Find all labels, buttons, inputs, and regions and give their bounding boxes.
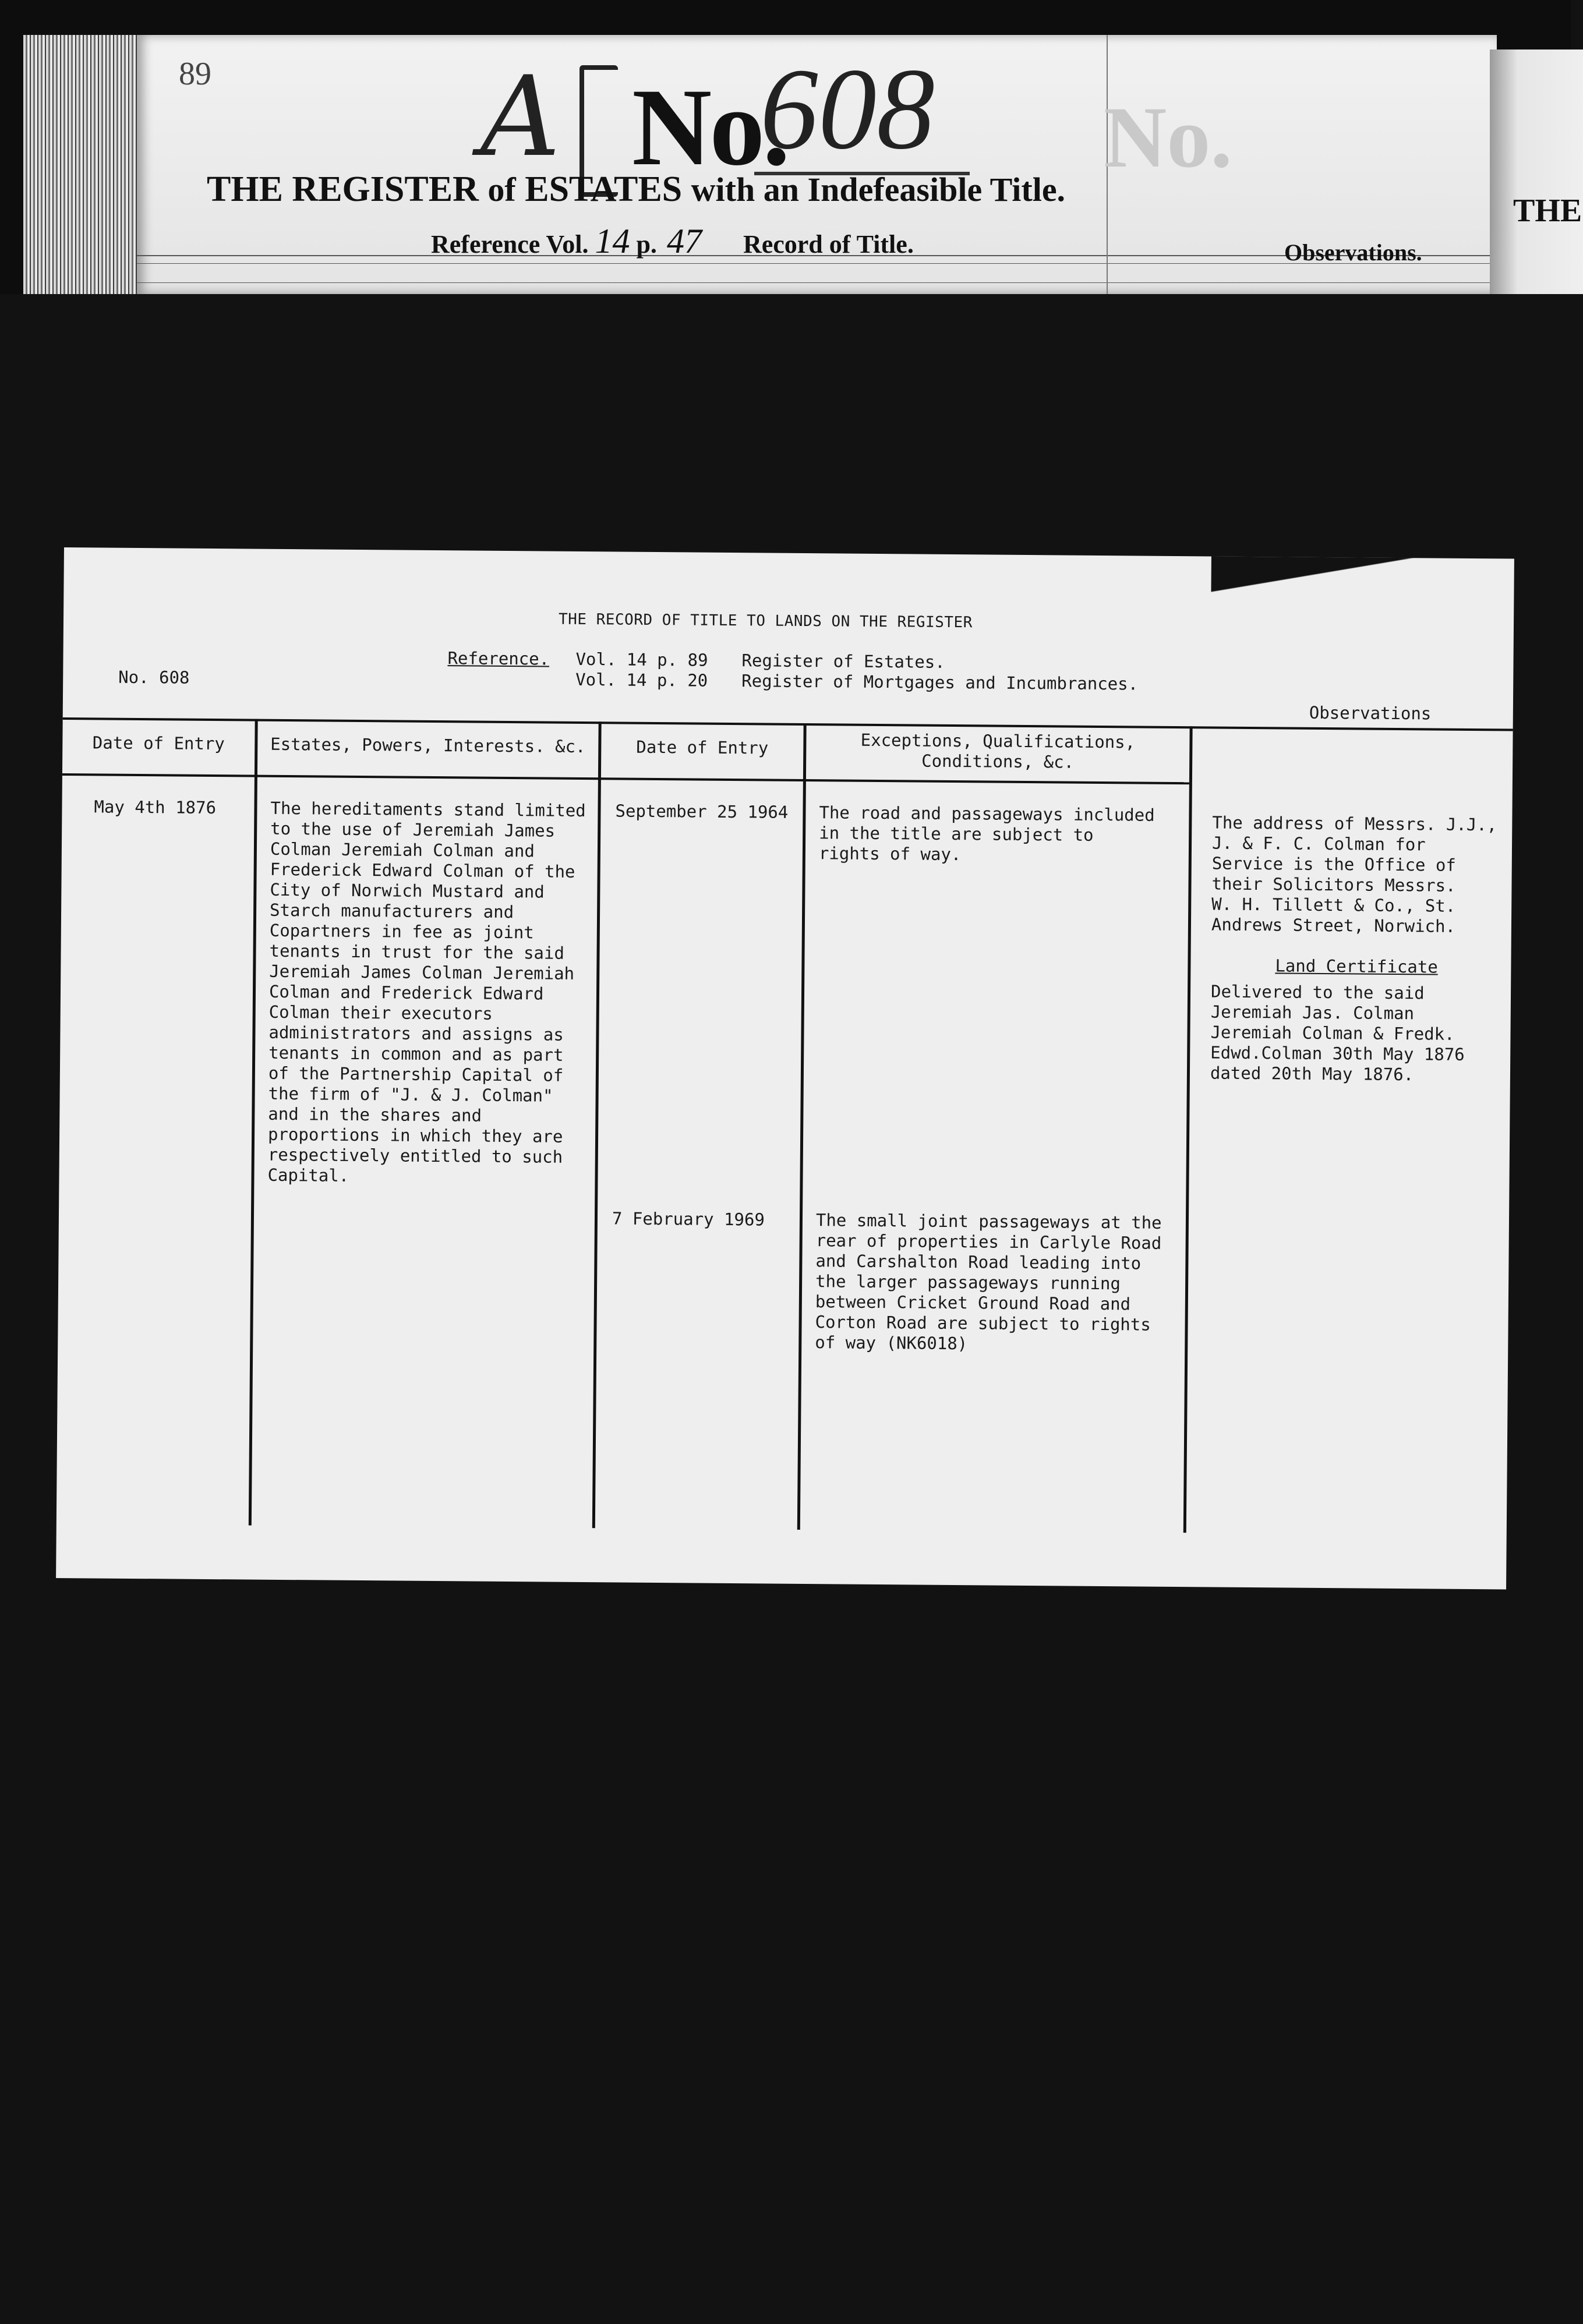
card-number: No. 608 [118, 667, 190, 688]
column-divider [249, 719, 258, 1526]
facing-page-title: THE [1513, 193, 1582, 229]
observations-label: Observations [1309, 702, 1432, 724]
exception-text: The small joint passageways at the rear of properties in Carlyle Road and Carshalton Road leading into the larger passageways running between Cricket Ground Road and Corton Road are subject to rights of way (NK6018) [815, 1210, 1162, 1354]
table-top-rule [63, 717, 1513, 731]
page-edges [23, 35, 146, 294]
reference-register: Register of Mortgages and Incumbrances. [741, 671, 1139, 694]
column-divider [1183, 726, 1193, 1533]
column-header-date: Date of Entry [636, 737, 769, 758]
record-title: Record of Title. [743, 230, 914, 259]
column-divider [797, 723, 807, 1530]
facing-page [1490, 49, 1583, 294]
register-title: THE REGISTER of ESTATES with an Indefeasible Title. [207, 169, 1066, 209]
column-header-exceptions: Exceptions, Qualifications, Conditions, &c. [860, 730, 1136, 772]
column-header-estates: Estates, Powers, Interests. &c. [270, 734, 586, 757]
exception-date: 7 February 1969 [612, 1208, 765, 1230]
estate-text: The hereditaments stand limited to the use of Jeremiah James Colman Jeremiah Colman and Frederick Edward Colman of the City of Norwich Mustard and Starch manufacturers and Copartners in fee as joint tenants in trust for the said Jeremiah James Colman Jeremiah Colman and Frederick Edward Colman their executors administrators and assigns as tenants in common and as part of the Partnership Capital of the firm of "J. & J. Colman" and in the shares and proportions in which they are respectively entitled to such Capital. [267, 798, 586, 1186]
torn-corner [1211, 556, 1514, 605]
header-bottom-rule [62, 773, 1189, 784]
land-certificate-heading: Land Certificate [1275, 956, 1438, 977]
entry-date: May 4th 1876 [94, 797, 217, 818]
number-label: No. [632, 66, 788, 189]
reference-volume: Vol. 14 p. 89 [575, 649, 708, 670]
exception-date: September 25 1964 [615, 801, 789, 822]
reference-line: Reference Vol. 14 p. 47 Record of Title. [431, 222, 914, 260]
column-divider [592, 721, 602, 1528]
reference-label: Reference. [447, 648, 550, 669]
reference-volume: Vol. 14 p. 20 [575, 669, 708, 691]
handwritten-number: 608 [754, 47, 970, 175]
exception-text: The road and passageways included in the title are subject to rights of way. [818, 802, 1155, 865]
facing-page-number-label: No. [1104, 89, 1232, 186]
page-number: 89 [179, 56, 211, 92]
record-card [56, 547, 1514, 1590]
ledger-page [137, 35, 1497, 294]
column-header-date: Date of Entry [92, 733, 225, 754]
observation-address: The address of Messrs. J.J., J. & F. C. Colman for Service is the Office of their Solicitors Messrs. W. H. Tillett & Co., St. Andrews Street, Norwich. [1211, 812, 1497, 936]
observations-heading: Observations. [1284, 239, 1422, 266]
reference-volume: 14 [595, 222, 630, 260]
handwritten-mark: A [480, 52, 561, 181]
reference-page: 47 [666, 222, 702, 260]
reference-register: Register of Estates. [741, 650, 945, 672]
ledger-rule [137, 282, 1497, 283]
land-certificate-text: Delivered to the said Jeremiah Jas. Colman Jeremiah Colman & Fredk. Edwd.Colman 30th May 1876 dated 20th May 1876. [1210, 981, 1465, 1085]
card-title: THE RECORD OF TITLE TO LANDS ON THE REGISTER [558, 610, 973, 632]
ledger-book-strip [0, 0, 1582, 294]
